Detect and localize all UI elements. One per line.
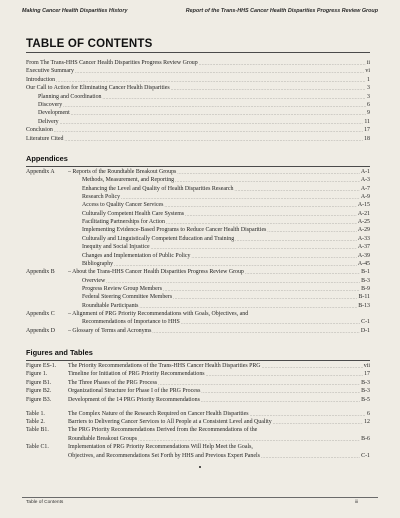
appendices-entry: [82, 185, 370, 193]
entry-page: 9: [367, 110, 370, 117]
header-left: Making Cancer Health Disparities History: [22, 8, 128, 14]
appendices-entry: [82, 226, 370, 234]
bullet-mark: [199, 466, 201, 468]
appendices-entry: [82, 252, 370, 260]
entry-page: 12: [364, 418, 370, 425]
figures-entry: [68, 370, 370, 378]
title-rule: [26, 52, 370, 53]
dot-leader: [235, 236, 357, 243]
entry-title: Culturally and Linguistically Competent Education and Training: [82, 235, 235, 242]
entry-page: B-13: [358, 302, 370, 309]
entry-title: – Glossary of Terms and Acronyms: [68, 327, 152, 334]
appendix-label: Appendix B: [26, 269, 55, 276]
entry-page: A-15: [357, 202, 370, 209]
dot-leader: [152, 328, 359, 335]
entry-title: Bibliography: [82, 260, 114, 267]
entry-title: Enhancing the Level and Quality of Health Disparities Research: [82, 185, 234, 192]
dot-leader: [191, 253, 356, 260]
figures-entry: [68, 396, 370, 404]
entry-page: D-1: [360, 327, 370, 334]
entry-page: B-5: [361, 396, 370, 403]
toc-entry: [26, 135, 370, 143]
entry-title: Timeline for Initiation of PRG Priority Recommendations: [68, 371, 205, 378]
appendices-entry: [68, 327, 370, 335]
dot-leader: [114, 261, 357, 268]
dot-leader: [201, 397, 360, 404]
dot-leader: [175, 177, 360, 184]
appendices-heading: Appendices: [26, 154, 68, 163]
figure-label: Table 1.: [26, 410, 45, 417]
figure-label: Figure ES-1.: [26, 363, 57, 369]
appendices-entry: [82, 260, 370, 268]
appendices-entry: [82, 277, 370, 285]
entry-title: Research Policy: [82, 194, 121, 201]
appendices-entry: – Alignment of PRG Priority Recommendations with Goals, Objectives, and: [68, 310, 249, 317]
entry-title: The Complex Nature of the Research Required on Cancer Health Disparities: [68, 410, 249, 417]
dot-leader: [64, 136, 363, 143]
entry-page: vi: [365, 68, 370, 75]
dot-leader: [71, 110, 366, 117]
entry-title: Overview: [82, 277, 106, 284]
entry-title: Culturally Competent Health Care Systems: [82, 210, 185, 217]
entry-page: A-25: [357, 219, 370, 226]
entry-page: C-1: [361, 319, 370, 326]
dot-leader: [138, 436, 360, 443]
entry-title: Development: [38, 110, 70, 117]
entry-page: A-21: [357, 210, 370, 217]
dot-leader: [273, 419, 363, 426]
footer-left: Table of Contents: [26, 500, 64, 505]
dot-leader: [261, 453, 360, 460]
dot-leader: [139, 303, 357, 310]
entry-title: Executive Summary: [26, 68, 74, 75]
dot-leader: [250, 411, 366, 418]
dot-leader: [171, 85, 366, 92]
figure-label: Figure B2.: [26, 388, 52, 395]
entry-page: vii: [363, 363, 370, 369]
figure-label: Figure B1.: [26, 379, 52, 386]
figures-entry: Implementation of PRG Priority Recommendations Will Help Meet the Goals,: [68, 444, 253, 451]
figure-label: Figure B3.: [26, 396, 52, 403]
figures-heading: Figures and Tables: [26, 348, 93, 357]
entry-title: Changes and Implementation of Public Policy: [82, 252, 191, 259]
entry-title: From The Trans-HHS Cancer Health Disparities Progress Review Group: [26, 60, 198, 66]
appendices-entry: [82, 210, 370, 218]
entry-page: 3: [367, 85, 370, 92]
figures-entry: [68, 418, 370, 426]
figures-rule: [26, 360, 370, 361]
running-header: [22, 8, 378, 19]
dot-leader: [245, 269, 360, 276]
dot-leader: [60, 119, 364, 126]
entry-page: A-39: [357, 252, 370, 259]
entry-title: Federal Steering Committee Members: [82, 294, 173, 301]
entry-title: Methods, Measurement, and Reporting: [82, 177, 175, 184]
toc-entry: [26, 76, 370, 84]
toc-entry: [26, 126, 370, 134]
entry-title: Delivery: [38, 118, 59, 125]
dot-leader: [201, 388, 360, 395]
dot-leader: [54, 127, 363, 134]
toc-entry: [38, 93, 370, 101]
dot-leader: [102, 94, 366, 101]
entry-page: A-37: [357, 244, 370, 251]
entry-title: Facilitating Partnerships for Action: [82, 219, 165, 226]
dot-leader: [158, 380, 360, 387]
entry-title: – About the Trans-HHS Cancer Health Disparities Progress Review Group: [68, 269, 244, 276]
entry-title: Development of the 14 PRG Priority Recommendations: [68, 396, 200, 403]
entry-title: Implementing Evidence-Based Programs to Reduce Cancer Health Disparities: [82, 227, 267, 234]
appendices-entry: [82, 285, 370, 293]
entry-page: A-9: [360, 194, 370, 201]
entry-page: A-33: [357, 235, 370, 242]
figure-label: Table 2.: [26, 418, 45, 425]
appendices-entry: [82, 293, 370, 301]
entry-title: The Priority Recommendations of the Trans-HHS Cancer Health Disparities PRG: [68, 363, 261, 369]
toc-entry: [38, 118, 370, 126]
entry-title: Introduction: [26, 76, 56, 83]
entry-title: Recommendations of Importance to HHS: [82, 319, 180, 326]
footer-rule: [22, 497, 378, 498]
entry-title: Planning and Coordination: [38, 93, 102, 100]
entry-page: 17: [364, 371, 370, 378]
figure-label: Table C1.: [26, 444, 49, 451]
figures-entry: The PRG Priority Recommendations Derived from the Recommendations of the: [68, 427, 258, 434]
entry-title: Discovery: [38, 102, 63, 108]
appendices-entry: [82, 218, 370, 226]
appendix-label: Appendix D: [26, 327, 55, 334]
toc-entry: [26, 59, 370, 67]
entry-page: A-45: [357, 260, 370, 267]
entry-page: C-1: [361, 452, 370, 459]
entry-page: A-29: [357, 227, 370, 234]
entry-title: Literature Cited: [26, 135, 64, 142]
dot-leader: [267, 227, 357, 234]
figures-entry: [68, 387, 370, 395]
entry-page: 18: [364, 135, 370, 142]
entry-title: Access to Quality Cancer Services: [82, 202, 164, 209]
dot-leader: [185, 211, 357, 218]
dot-leader: [166, 219, 357, 226]
entry-page: A-7: [360, 185, 370, 192]
entry-page: 6: [367, 102, 370, 108]
entry-page: B-3: [361, 277, 370, 284]
entry-title: Barriers to Delivering Cancer Services to All People at a Consistent Level and Quality: [68, 418, 272, 425]
entry-page: B-11: [358, 294, 370, 301]
dot-leader: [177, 169, 360, 176]
entry-title: Roundtable Participants: [82, 302, 139, 309]
appendices-rule: [26, 166, 370, 167]
page-number: iii: [354, 500, 358, 505]
dot-leader: [206, 371, 364, 378]
entry-title: Objectives, and Recommendations Set Forth by HHS and Previous Expert Panels: [68, 452, 260, 459]
figures-entry: [68, 435, 370, 443]
appendices-entry: [82, 176, 370, 184]
appendices-entry: [82, 193, 370, 201]
toc-entry: [26, 67, 370, 75]
dot-leader: [56, 77, 366, 84]
entry-page: B-3: [361, 388, 370, 395]
figure-label: Figure 1.: [26, 371, 48, 378]
appendices-entry: [82, 201, 370, 209]
dot-leader: [63, 102, 366, 109]
figures-entry: [68, 379, 370, 387]
entry-title: The Three Phases of the PRG Process: [68, 379, 158, 386]
entry-page: B-6: [361, 435, 370, 442]
dot-leader: [151, 244, 357, 251]
entry-page: B-1: [361, 269, 370, 276]
dot-leader: [106, 278, 360, 285]
appendix-label: Appendix A: [26, 169, 55, 175]
entry-page: ii: [366, 60, 370, 66]
figures-entry: [68, 410, 370, 418]
dot-leader: [121, 194, 360, 201]
header-right: Report of the Trans-HHS Cancer Health Disparities Progress Review Group: [185, 8, 378, 14]
entry-title: Inequity and Social Injustice: [82, 244, 150, 251]
dot-leader: [199, 60, 366, 67]
toc-entry: [38, 101, 370, 109]
toc-entry: [38, 109, 370, 117]
appendices-entry: [68, 268, 370, 276]
entry-title: Our Call to Action for Eliminating Cancer Health Disparities: [26, 85, 170, 92]
entry-page: A-1: [360, 169, 370, 175]
entry-title: Conclusion: [26, 127, 53, 134]
figures-entry: [68, 362, 370, 370]
figures-entry: [68, 452, 370, 460]
entry-page: B-3: [361, 379, 370, 386]
dot-leader: [163, 286, 360, 293]
entry-page: 11: [364, 118, 370, 125]
page-title: TABLE OF CONTENTS: [26, 38, 153, 50]
entry-page: B-9: [361, 285, 370, 292]
dot-leader: [262, 363, 363, 370]
entry-title: – Reports of the Roundtable Breakout Groups: [68, 169, 177, 175]
figure-label: Table B1.: [26, 427, 49, 434]
dot-leader: [181, 319, 360, 326]
dot-leader: [173, 294, 357, 301]
appendices-entry: [82, 243, 370, 251]
dot-leader: [75, 68, 364, 75]
entry-page: 3: [367, 93, 370, 100]
appendices-entry: [68, 168, 370, 176]
appendices-entry: [82, 302, 370, 310]
appendices-entry: [82, 318, 370, 326]
running-footer: [26, 500, 358, 505]
appendices-entry: [82, 235, 370, 243]
entry-page: 17: [364, 127, 370, 134]
toc-entry: [26, 84, 370, 92]
entry-title: Progress Review Group Members: [82, 285, 163, 292]
appendix-label: Appendix C: [26, 310, 55, 317]
entry-title: Organizational Structure for Phase I of the PRG Process: [68, 388, 201, 395]
dot-leader: [234, 186, 359, 193]
entry-page: A-3: [360, 177, 370, 184]
entry-page: 1: [367, 76, 370, 83]
entry-page: 6: [367, 410, 370, 417]
dot-leader: [164, 202, 356, 209]
entry-title: Roundtable Breakout Groups: [68, 435, 138, 442]
